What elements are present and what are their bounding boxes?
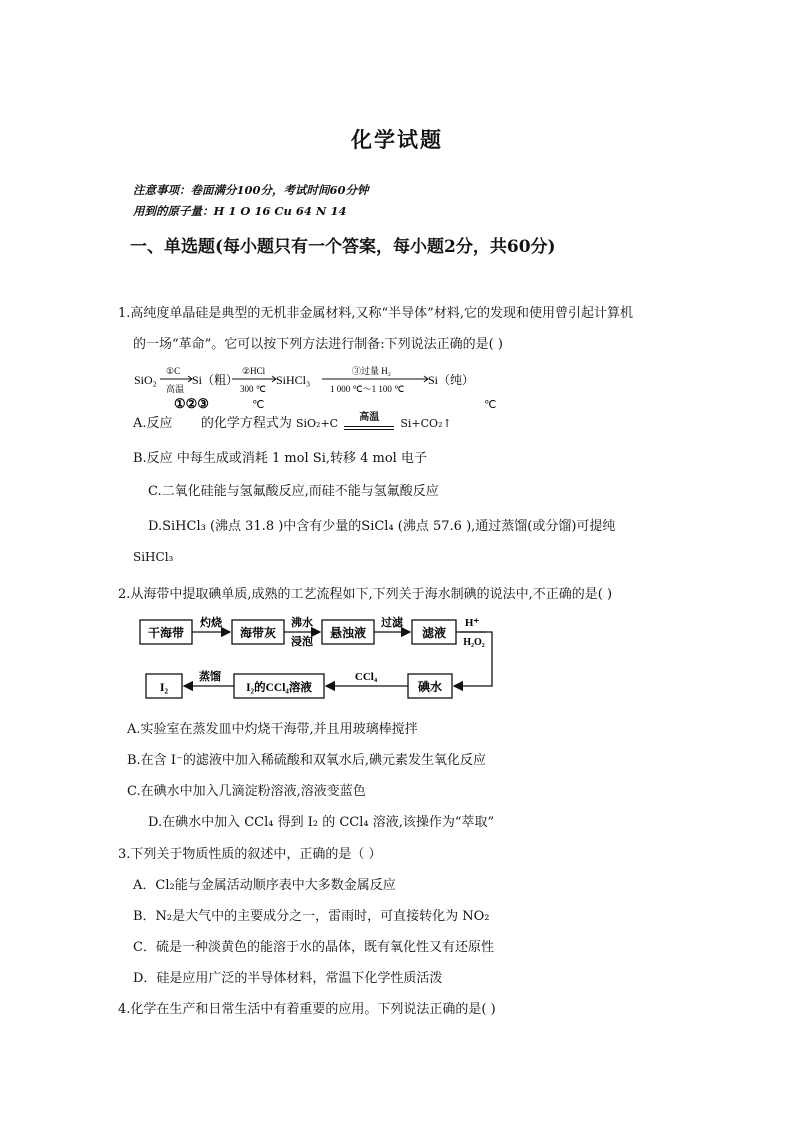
scheme-start: SiO₂ bbox=[134, 373, 157, 387]
flow-box-2-label: 海带灰 bbox=[239, 626, 277, 640]
q2-option-d: D.在碘水中加入 CCl₄ 得到 I₂ 的 CCl₄ 溶液,该操作为“萃取” bbox=[148, 815, 495, 830]
flow-arrow-1-label: 灼烧 bbox=[200, 617, 222, 629]
q1-a-eq-right: Si+CO₂↑ bbox=[400, 417, 452, 430]
q1-stem-line1: 1.高纯度单晶硅是典型的无机非金属材料,又称“半导体”材料,它的发现和使用曾引起计算机 bbox=[118, 306, 633, 321]
flow-side-bottom: H₂O₂ bbox=[463, 637, 485, 648]
q1-option-d-line1: D.SiHCl₃ (沸点 31.8 )中含有少量的SiCl₄ (沸点 57.6 ),通过蒸馏(或分馏)可提纯 bbox=[148, 519, 616, 534]
exam-notes: 注意事项：卷面满分100分，考试时间60分钟 bbox=[133, 183, 369, 197]
scheme-step1-bottom: 高温 bbox=[166, 384, 185, 394]
atomic-masses: 用到的原子量：H 1 O 16 Cu 64 N 14 bbox=[133, 204, 347, 218]
flow-arrow-5-label: CCl₄ bbox=[354, 671, 378, 683]
q1-stem-line2: 的一场“革命”。它可以按下列方法进行制备:下列说法正确的是( ) bbox=[133, 337, 503, 352]
q2-stem: 2.从海带中提取碘单质,成熟的工艺流程如下,下列关于海水制碘的说法中,不正确的是( ) bbox=[118, 587, 613, 602]
q1-a-prefix: A.反应 bbox=[133, 416, 173, 431]
q1-a-eq-cond: 高温 bbox=[359, 412, 380, 423]
scheme-step2-top: ②HCl bbox=[242, 366, 266, 376]
flow-box-6-label: I₂的CCl₄溶液 bbox=[246, 682, 312, 694]
scheme-product2: SiHCl₃ bbox=[276, 373, 311, 387]
scheme-step1-top: ①C bbox=[166, 366, 181, 376]
q1-option-c: C.二氧化硅能与氢氟酸反应,而硅不能与氢氟酸反应 bbox=[148, 484, 439, 499]
q1-option-a bbox=[133, 412, 452, 431]
q2-option-b: B.在含 I⁻的滤液中加入稀硫酸和双氧水后,碘元素发生氧化反应 bbox=[127, 753, 486, 768]
scheme-circles: ①②③ bbox=[174, 396, 209, 411]
scheme-step2-bottom: 300 ℃ bbox=[240, 384, 266, 394]
scheme-product3: Si（纯） bbox=[428, 373, 475, 387]
q4-stem: 4.化学在生产和日常生活中有着重要的应用。下列说法正确的是( ) bbox=[118, 1002, 496, 1017]
flow-arrow-6-label: 蒸馏 bbox=[199, 671, 221, 683]
flow-side-top: H⁺ bbox=[464, 617, 480, 629]
q1-a-mid: 的化学方程式为 bbox=[200, 416, 292, 431]
q3-option-a: A．Cl₂能与金属活动顺序表中大多数金属反应 bbox=[133, 878, 396, 893]
q2-option-c: C.在碘水中加入几滴淀粉溶液,溶液变蓝色 bbox=[127, 784, 366, 799]
flow-arrow-2-bottom: 浸泡 bbox=[291, 636, 313, 648]
q3-option-b: B．N₂是大气中的主要成分之一，雷雨时，可直接转化为 NO₂ bbox=[133, 909, 490, 924]
flow-box-1-label: 干海带 bbox=[147, 626, 185, 640]
flow-box-5-label: 碘水 bbox=[417, 680, 443, 694]
q1-a-eq-left: SiO₂+C bbox=[295, 417, 339, 430]
flow-box-4-label: 滤液 bbox=[421, 626, 447, 640]
q3-option-c: C．硫是一种淡黄色的能溶于水的晶体，既有氧化性又有还原性 bbox=[133, 940, 494, 955]
flow-box-7-label: I₂ bbox=[159, 680, 169, 694]
q2-option-a: A.实验室在蒸发皿中灼烧干海带,并且用玻璃棒搅拌 bbox=[127, 722, 418, 737]
scheme-step3-bottom: 1 000 ℃～1 100 ℃ bbox=[330, 384, 405, 394]
q3-option-d: D．硅是应用广泛的半导体材料，常温下化学性质活泼 bbox=[133, 971, 443, 986]
page-title: 化学试题 bbox=[351, 127, 443, 152]
q1-option-b: B.反应 中每生成或消耗 1 mol Si,转移 4 mol 电子 bbox=[133, 451, 427, 466]
scheme-deg1: ℃ bbox=[252, 399, 265, 411]
section-heading: 一、单选题(每小题只有一个答案，每小题2分，共60分) bbox=[130, 237, 556, 257]
flow-box-3-label: 悬浊液 bbox=[329, 626, 367, 640]
flow-arrow-2-top: 沸水 bbox=[291, 617, 313, 629]
q3-stem: 3.下列关于物质性质的叙述中，正确的是（ ） bbox=[118, 847, 382, 862]
scheme-deg2: ℃ bbox=[484, 399, 497, 411]
q1-option-d-line2: SiHCl₃ bbox=[133, 550, 174, 564]
q1-reaction-scheme bbox=[130, 362, 550, 412]
flow-arrow-3-label: 过滤 bbox=[381, 617, 403, 629]
q1-a-eq-arrow bbox=[342, 412, 396, 428]
scheme-step3-top: ③过量 H₂ bbox=[352, 366, 391, 376]
scheme-product1: Si（粗） bbox=[192, 373, 239, 387]
q2-flow-diagram bbox=[136, 610, 506, 705]
